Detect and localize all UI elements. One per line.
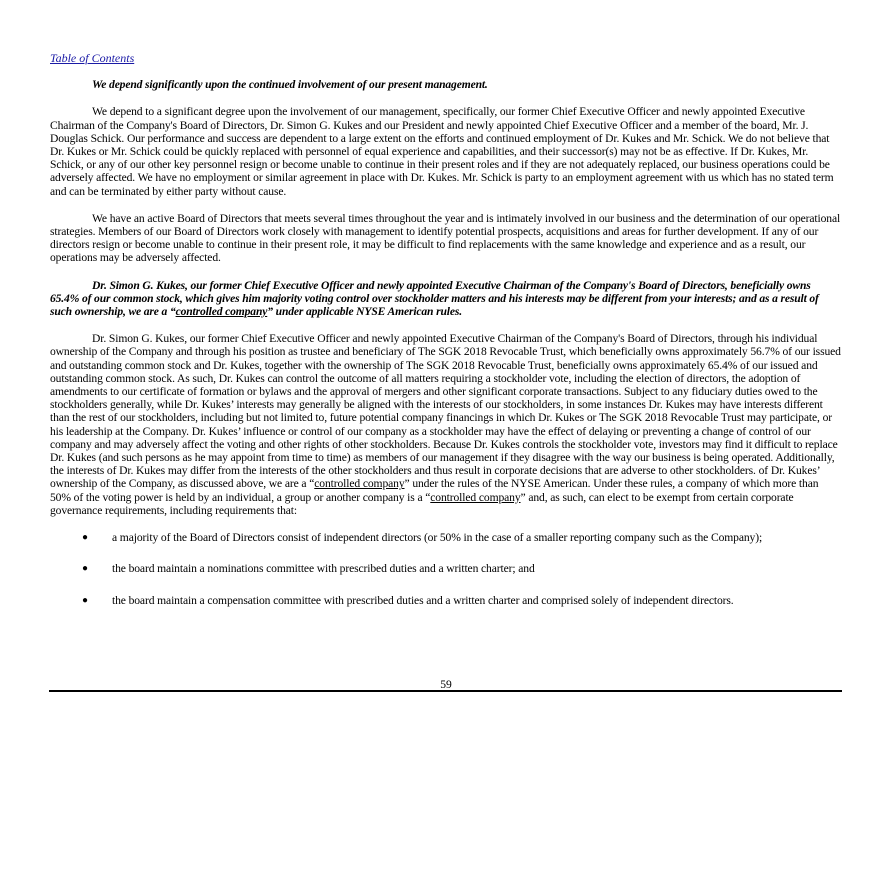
list-item-text: the board maintain a nominations committee with prescribed duties and a written charter; and: [112, 562, 535, 576]
list-item: [50, 562, 842, 575]
section-heading-management: We depend significantly upon the continued involvement of our present management.: [92, 78, 488, 92]
page-footer-rule: [49, 690, 842, 692]
bullet-icon: ●: [82, 532, 88, 544]
table-of-contents-link[interactable]: Table of Contents: [50, 51, 135, 65]
controlled-company-term: controlled company: [430, 490, 521, 504]
paragraph-kukes-ownership: [50, 332, 842, 517]
bullet-icon: ●: [82, 563, 88, 575]
section-heading-controlled-company: [50, 279, 842, 319]
paragraph-text-pre: Dr. Simon G. Kukes, our former Chief Executive Officer and newly appointed Executive Chairman of the Company's Board of Directors, through his individual ownership of the Company and through his position as trustee and beneficiary of The SGK 2018 Revocable Trust, which beneficially owns approximately 56.7% of our issued and outstanding common stock and Dr. Kukes, together with the ownership of The SGK 2018 Revocable Trust, beneficially owns approximately 65.4% of our issued and outstanding common stock. As such, Dr. Kukes can control the outcome of all matters requiring a stockholder vote, including the election of directors, the adoption of amendments to our certificate of formation or bylaws and the approval of mergers and other significant corporate transactions. Subject to any fiduciary duties owed to the stockholders generally, while Dr. Kukes’ interests may generally be aligned with the interests of our stockholders, in some instances Dr. Kukes may have interests different than the rest of our stockholders, including but not limited to, future potential company financings in which Dr. Kukes or The SGK 2018 Revocable Trust may participate, or his leadership at the Company. Dr. Kukes’ influence or control of our company as a stockholder may have the effect of delaying or preventing a change of control of our company and may adversely affect the voting and other rights of other stockholders. Because Dr. Kukes controls the stockholder vote, investors may find it difficult to replace Dr. Kukes (and such persons as he may appoint from time to time) as members of our management if they disagree with the way our business is being operated. Additionally, the interests of Dr. Kukes may differ from the interests of the other stockholders and thus result in corporate decisions that are adverse to other stockholders. of Dr. Kukes’ ownership of the Company, as discussed above, we are a “: [50, 332, 841, 491]
page-content: [50, 52, 842, 625]
bullet-icon: ●: [82, 594, 88, 606]
list-item-text: the board maintain a compensation committee with prescribed duties and a written charter and comprised solely of independent directors.: [112, 593, 734, 607]
controlled-company-term: controlled company: [314, 477, 405, 491]
list-item-text: a majority of the Board of Directors consist of independent directors (or 50% in the case of a smaller reporting company such as the Company);: [112, 531, 763, 545]
heading-text-post: ” under applicable NYSE American rules.: [267, 305, 462, 319]
governance-requirements-list: [50, 531, 842, 607]
list-item: [50, 531, 842, 544]
paragraph-text-post: ” and, as such, can elect to be exempt from certain corporate governance requirements, including requirements that:: [50, 490, 794, 517]
heading-text-pre: Dr. Simon G. Kukes, our former Chief Executive Officer and newly appointed Executive Chairman of the Company's Board of Directors, beneficially owns 65.4% of our common stock, which gives him majority voting control over stockholder matters and his interests may be different from your interests; and as a result of such ownership, we are a “: [50, 278, 819, 319]
paragraph-text-mid: ” under the rules of the NYSE American. Under these rules, a company of which more than 50% of the voting power is held by an individual, a group or another company is a “: [50, 477, 819, 504]
list-item: [50, 594, 842, 607]
paragraph-management-dependence: We depend to a significant degree upon the involvement of our management, specifically, our former Chief Executive Officer and newly appointed Executive Chairman of the Company's Board of Directors, Dr. Simon G. Kukes and our President and newly appointed Chief Executive Officer and a member of the board, Mr. J. Douglas Schick. Our performance and success are dependent to a large extent on the efforts and continued employment of Dr. Kukes and Mr. Schick. We do not believe that Dr. Kukes or Mr. Schick could be quickly replaced with personnel of equal experience and capabilities, and their successor(s) may not be as effective. If Dr. Kukes, Mr. Schick, or any of our other key personnel resign or become unable to continue in their present roles and if they are not adequately replaced, our business operations could be adversely affected. We have no employment or similar agreement in place with Dr. Kukes. Mr. Schick is party to an employment agreement with us which has no stated term and can be terminated by either party without cause.: [50, 105, 834, 198]
heading-controlled-company-term: controlled company: [175, 305, 268, 319]
page-number: 59: [440, 678, 452, 691]
paragraph-board-of-directors: We have an active Board of Directors that meets several times throughout the year and is intimately involved in our business and the determination of our operational strategies. Members of our Board of Directors work closely with management to identify potential prospects, acquisitions and areas for further development. If any of our directors resign or become unable to continue in their present role, it may be difficult to find replacements with the same knowledge and experience and as a result, our operations may be adversely affected.: [50, 211, 841, 265]
